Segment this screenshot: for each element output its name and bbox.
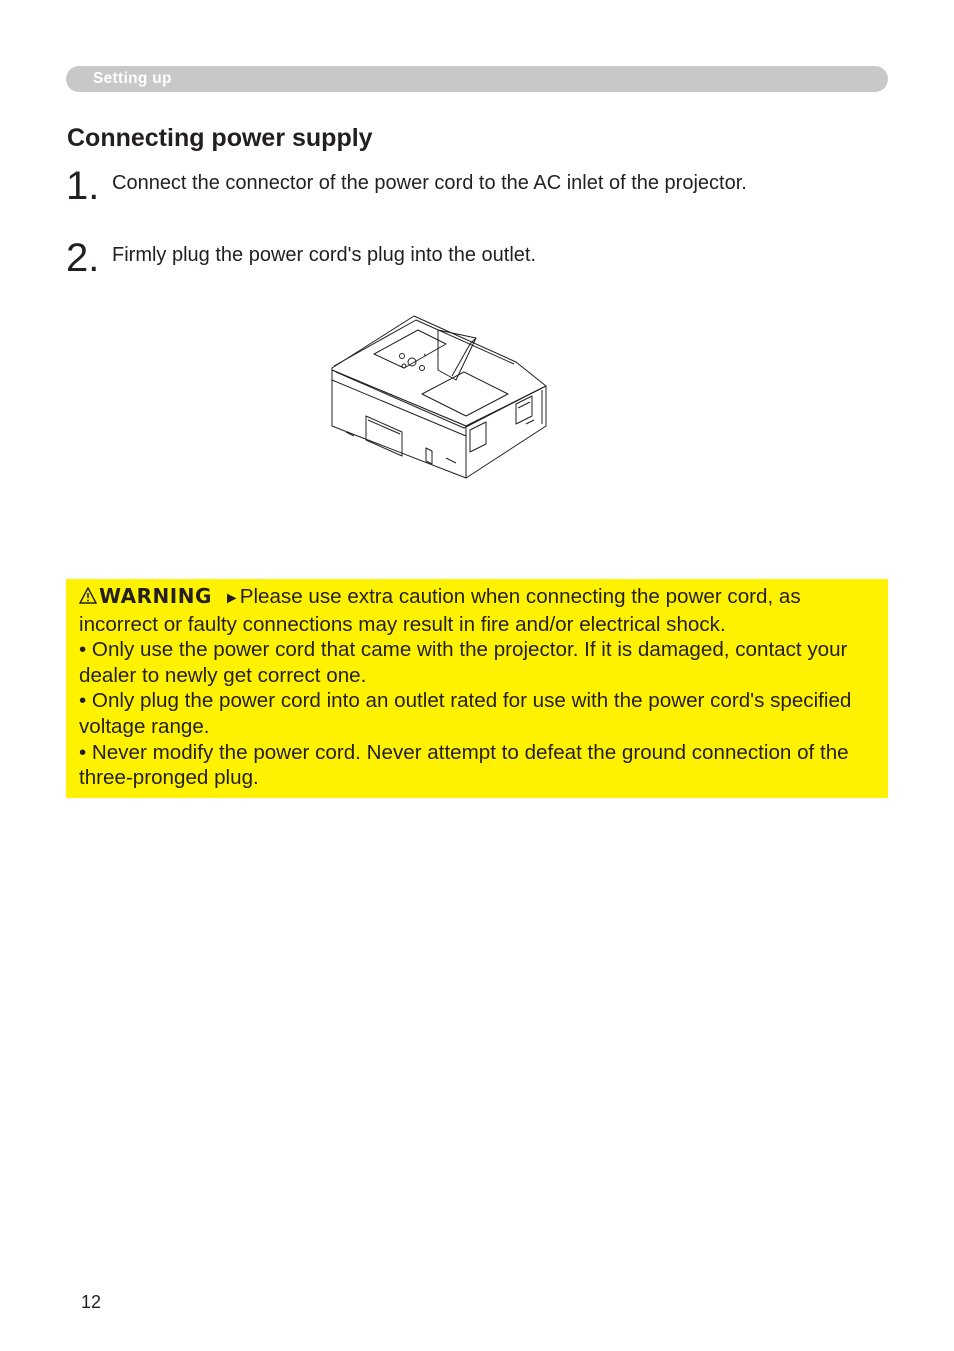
arrow-right-icon: ►	[223, 590, 240, 607]
page-title: Connecting power supply	[67, 124, 373, 152]
step-number: 2.	[66, 236, 100, 280]
warning-bullet: • Only plug the power cord into an outlet rated for use with the power cord's specified voltage range.	[79, 689, 852, 738]
warning-intro	[79, 584, 878, 637]
page-number: 12	[81, 1292, 102, 1312]
warning-intro-text: Please use extra caution when connecting the power cord, as incorrect or faulty connections may result in fire and/or electrical shock.	[79, 585, 801, 636]
step-text: Firmly plug the power cord's plug into the outlet.	[112, 244, 537, 266]
section-header-label: Setting up	[93, 70, 172, 87]
warning-triangle-icon	[79, 585, 99, 608]
warning-label: WARNING	[99, 584, 212, 608]
warning-box	[66, 579, 888, 798]
step-text: Connect the connector of the power cord to the AC inlet of the projector.	[112, 172, 747, 194]
warning-bullet: • Only use the power cord that came with the projector. If it is damaged, contact your dealer to newly get correct one.	[79, 638, 848, 687]
projector-illustration	[326, 308, 552, 480]
section-header-bar	[66, 66, 888, 92]
step-number: 1.	[66, 164, 100, 208]
warning-bullet: • Never modify the power cord. Never attempt to defeat the ground connection of the three-pronged plug.	[79, 740, 849, 790]
